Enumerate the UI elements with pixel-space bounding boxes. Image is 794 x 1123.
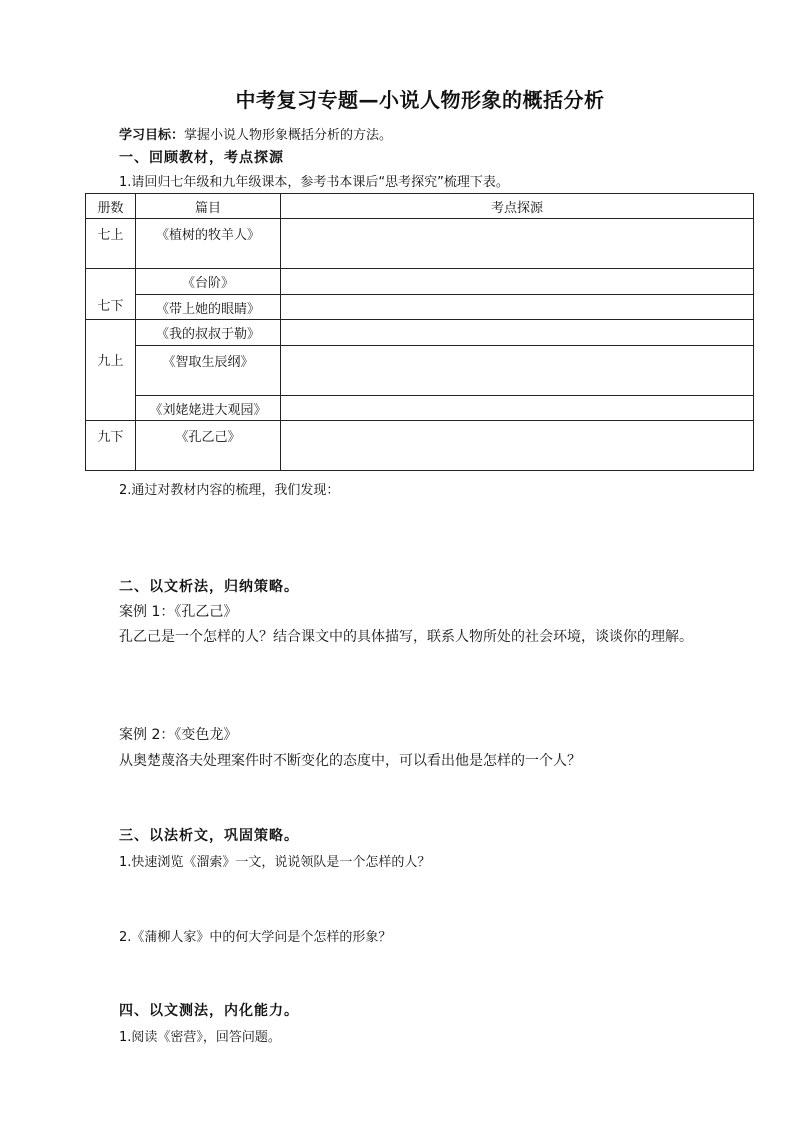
learning-goal-text: 掌握小说人物形象概括分析的方法。 (184, 128, 393, 143)
answer-cell[interactable] (281, 346, 754, 396)
section-1-question-1: 1.请回归七年级和九年级课本，参考书本课后“思考探究”梳理下表。 (119, 175, 509, 190)
case-1-question: 孔乙己是一个怎样的人？结合课文中的具体描写，联系人物所处的社会环境，谈谈你的理解。 (119, 629, 693, 645)
answer-cell[interactable] (281, 295, 754, 320)
case-2-title: 案例 2：《变色龙》 (119, 727, 238, 743)
title-cell: 《带上她的眼睛》 (136, 295, 281, 320)
case-2-question: 从奥楚蔑洛夫处理案件时不断变化的态度中，可以看出他是怎样的一个人？ (119, 753, 581, 769)
title-cell: 《我的叔叔于勒》 (136, 320, 281, 346)
case-1-title: 案例 1：《孔乙己》 (119, 604, 238, 620)
answer-cell[interactable] (281, 320, 754, 346)
exam-source-table (85, 193, 754, 471)
learning-goal-label: 学习目标： (119, 128, 185, 143)
grade-cell-7b: 七下 (86, 269, 136, 320)
title-cell: 《孔乙己》 (136, 421, 281, 471)
grade-cell-7a: 七上 (86, 219, 136, 269)
section-4-heading: 四、以文测法，内化能力。 (119, 1003, 299, 1019)
title-cell: 《刘姥姥进大观园》 (136, 396, 281, 421)
answer-cell[interactable] (281, 396, 754, 421)
section-1-question-2: 2.通过对教材内容的梳理，我们发现： (119, 483, 340, 498)
answer-cell[interactable] (281, 269, 754, 295)
table-header-title: 篇目 (136, 194, 281, 219)
table-header-source: 考点探源 (281, 194, 754, 219)
title-cell: 《植树的牧羊人》 (136, 219, 281, 269)
answer-cell[interactable] (281, 219, 754, 269)
section-3-question-2: 2.《蒲柳人家》中的何大学问是个怎样的形象？ (119, 930, 392, 945)
page-title: 中考复习专题—小说人物形象的概括分析 (235, 88, 605, 112)
section-4-question-1: 1.阅读《密营》，回答问题。 (119, 1030, 281, 1045)
section-2-heading: 二、以文析法，归纳策略。 (119, 579, 299, 595)
title-cell: 《智取生辰纲》 (136, 346, 281, 396)
learning-goal (119, 124, 392, 143)
table-header-volume: 册数 (86, 194, 136, 219)
section-3-heading: 三、以法析文，巩固策略。 (119, 828, 299, 844)
answer-cell[interactable] (281, 421, 754, 471)
section-3-question-1: 1.快速浏览《溜索》一文，说说领队是一个怎样的人？ (119, 855, 431, 870)
grade-cell-9b: 九下 (86, 421, 136, 471)
section-1-heading: 一、回顾教材，考点探源 (119, 150, 284, 166)
grade-cell-9a: 九上 (86, 320, 136, 421)
title-cell: 《台阶》 (136, 269, 281, 295)
